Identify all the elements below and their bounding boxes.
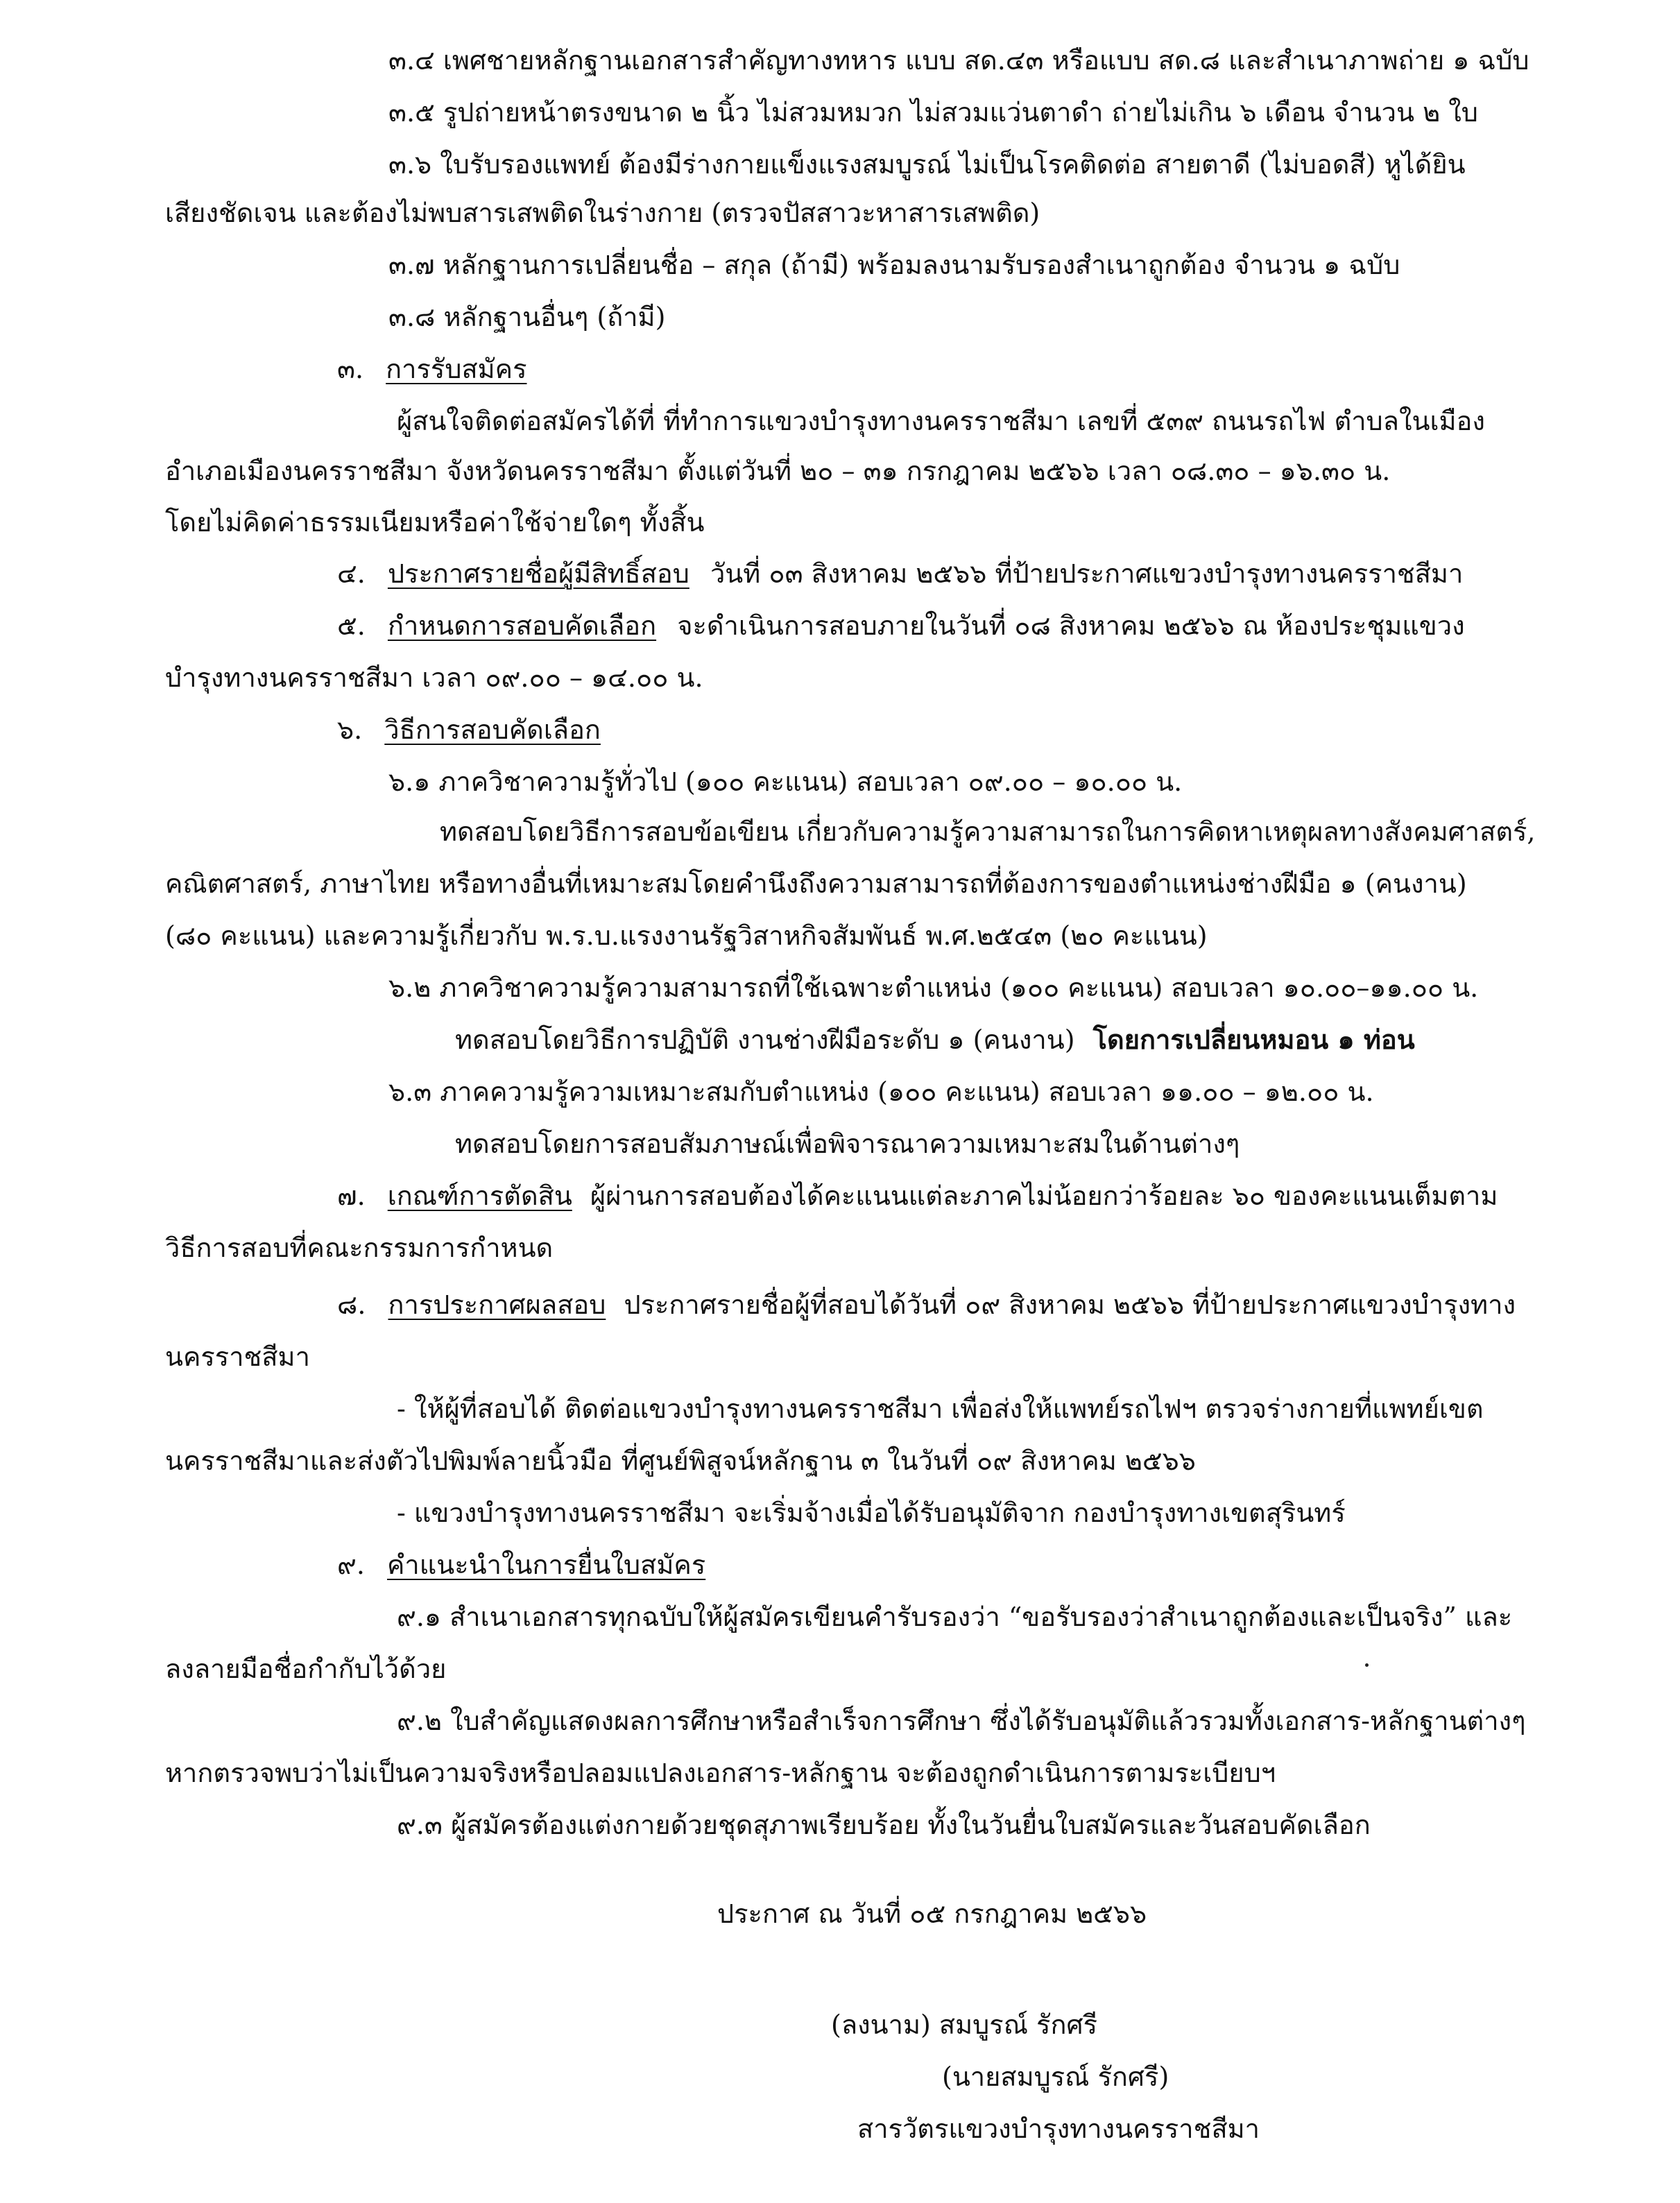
section-8-note-2 bbox=[397, 1500, 1346, 1526]
section-8-cont-text: นครราชสีมา bbox=[165, 1341, 310, 1372]
item-9-2-cont-text: หากตรวจพบว่าไม่เป็นความจริงหรือปลอมแปลงเอกสาร-หลักฐาน จะต้องถูกดำเนินการตามระเบียบฯ bbox=[165, 1758, 1276, 1788]
section-body: จะดำเนินการสอบภายในวันที่ ๐๘ สิงหาคม ๒๕๖๖ ณ ห้องประชุมแขวง bbox=[677, 610, 1465, 641]
section-title: วิธีการสอบคัดเลือก bbox=[384, 714, 601, 745]
item-6-2-desc bbox=[455, 1024, 1415, 1055]
signature-line: (ลงนาม) สมบูรณ์ รักศรี bbox=[831, 2009, 1097, 2040]
item-6-2-text: ๖.๒ ภาควิชาความรู้ความสามารถที่ใช้เฉพาะตำแหน่ง (๑๐๐ คะแนน) สอบเวลา ๑๐.๐๐–๑๑.๐๐ น. bbox=[388, 972, 1479, 1003]
item-6-1-text: ๖.๑ ภาควิชาความรู้ทั่วไป (๑๐๐ คะแนน) สอบเวลา ๐๙.๐๐ – ๑๐.๐๐ น. bbox=[388, 766, 1183, 797]
section-8-note-1-cont-text: นครราชสีมาและส่งตัวไปพิมพ์ลายนิ้วมือ ที่ศูนย์พิสูจน์หลักฐาน ๓ ในวันที่ ๐๙ สิงหาคม ๒๕๖๖ bbox=[165, 1446, 1196, 1476]
application-para-3-text: โดยไม่คิดค่าธรรมเนียมหรือค่าใช้จ่ายใดๆ ทั้งสิ้น bbox=[165, 507, 705, 538]
item-9-1-cont bbox=[165, 1656, 446, 1682]
item-6-2-desc-text: ทดสอบโดยวิธีการปฏิบัติ งานช่างฝีมือระดับ ๑ (คนงาน) bbox=[455, 1025, 1075, 1055]
application-para-2 bbox=[165, 458, 1390, 484]
section-6-heading bbox=[337, 714, 601, 745]
item-6-1-desc-3 bbox=[165, 920, 1208, 951]
item-9-1 bbox=[397, 1604, 1512, 1630]
section-7-cont-text: วิธีการสอบที่คณะกรรมการกำหนด bbox=[165, 1233, 554, 1263]
application-para-3 bbox=[165, 507, 705, 538]
section-title: คำแนะนำในการยื่นใบสมัคร bbox=[387, 1550, 706, 1580]
item-3-8 bbox=[388, 304, 665, 330]
section-5 bbox=[337, 612, 1465, 639]
item-6-3-desc bbox=[455, 1131, 1240, 1157]
section-8-note-1-text: - ให้ผู้ที่สอบได้ ติดต่อแขวงบำรุงทางนครราชสีมา เพื่อส่งให้แพทย์รถไฟฯ ตรวจร่างกายที่แพทย์เขต bbox=[397, 1394, 1484, 1424]
section-8 bbox=[337, 1289, 1516, 1320]
application-para-1 bbox=[397, 408, 1485, 434]
section-7 bbox=[337, 1183, 1498, 1209]
section-title: เกณฑ์การตัดสิน bbox=[387, 1181, 572, 1211]
item-6-1-desc-3-text: (๘๐ คะแนน) และความรู้เกี่ยวกับ พ.ร.บ.แรงงานรัฐวิสาหกิจสัมพันธ์ พ.ศ.๒๕๔๓ (๒๐ คะแนน) bbox=[165, 920, 1208, 951]
section-8-note-1-cont bbox=[165, 1448, 1196, 1474]
section-application-heading bbox=[337, 356, 527, 382]
section-title: กำหนดการสอบคัดเลือก bbox=[387, 610, 657, 641]
item-6-3-text: ๖.๓ ภาคความรู้ความเหมาะสมกับตำแหน่ง (๑๐๐ คะแนน) สอบเวลา ๑๑.๐๐ – ๑๒.๐๐ น. bbox=[388, 1077, 1374, 1107]
section-body: วันที่ ๐๓ สิงหาคม ๒๕๖๖ ที่ป้ายประกาศแขวงบำรุงทางนครราชสีมา bbox=[710, 558, 1464, 589]
item-3-5 bbox=[388, 99, 1478, 126]
section-body: ประกาศรายชื่อผู้ที่สอบได้วันที่ ๐๙ สิงหาคม ๒๕๖๖ ที่ป้ายประกาศแขวงบำรุงทาง bbox=[624, 1289, 1516, 1320]
item-3-6-text: ๓.๖ ใบรับรองแพทย์ ต้องมีร่างกายแข็งแรงสมบูรณ์ ไม่เป็นโรคติดต่อ สายตาดี (ไม่บอดสี) หูได้ยิน bbox=[388, 149, 1466, 180]
section-title: การรับสมัคร bbox=[386, 354, 527, 384]
item-6-2-desc-bold: โดยการเปลี่ยนหมอน ๑ ท่อน bbox=[1092, 1024, 1415, 1055]
section-8-note-2-text: - แขวงบำรุงทางนครราชสีมา จะเริ่มจ้างเมื่อได้รับอนุมัติจาก กองบำรุงทางเขตสุรินทร์ bbox=[397, 1498, 1346, 1528]
section-number: ๘. bbox=[337, 1289, 366, 1320]
item-6-3 bbox=[388, 1079, 1374, 1105]
section-9-heading bbox=[337, 1552, 705, 1578]
item-6-1 bbox=[388, 766, 1183, 797]
section-8-cont bbox=[165, 1341, 310, 1372]
application-para-1-text: ผู้สนใจติดต่อสมัครได้ที่ ที่ทำการแขวงบำรุงทางนครราชสีมา เลขที่ ๕๓๙ ถนนรถไฟ ตำบลในเมือง bbox=[397, 406, 1485, 436]
section-body: ผู้ผ่านการสอบต้องได้คะแนนแต่ละภาคไม่น้อยกว่าร้อยละ ๖๐ ของคะแนนเต็มตาม bbox=[590, 1181, 1498, 1211]
signatory-position: สารวัตรแขวงบำรุงทางนครราชสีมา bbox=[857, 2114, 1260, 2144]
item-3-6-cont-text: เสียงชัดเจน และต้องไม่พบสารเสพติดในร่างกาย (ตรวจปัสสาวะหาสารเสพติด) bbox=[165, 198, 1040, 228]
section-7-cont bbox=[165, 1235, 553, 1261]
item-6-2 bbox=[388, 972, 1479, 1003]
item-6-3-desc-text: ทดสอบโดยการสอบสัมภาษณ์เพื่อพิจารณาความเหมาะสมในด้านต่างๆ bbox=[455, 1129, 1240, 1159]
section-number: ๔. bbox=[337, 558, 366, 589]
section-number: ๖. bbox=[337, 714, 363, 745]
section-5-cont bbox=[165, 662, 703, 693]
item-3-7-text: ๓.๗ หลักฐานการเปลี่ยนชื่อ – สกุล (ถ้ามี) พร้อมลงนามรับรองสำเนาถูกต้อง จำนวน ๑ ฉบับ bbox=[388, 250, 1400, 280]
section-number: ๗. bbox=[337, 1181, 366, 1211]
item-3-8-text: ๓.๘ หลักฐานอื่นๆ (ถ้ามี) bbox=[388, 302, 666, 332]
item-3-5-text: ๓.๕ รูปถ่ายหน้าตรงขนาด ๒ นิ้ว ไม่สวมหมวก ไม่สวมแว่นตาดำ ถ่ายไม่เกิน ๖ เดือน จำนวน ๒ ใบ bbox=[388, 97, 1478, 128]
item-9-2-cont bbox=[165, 1760, 1276, 1786]
item-3-7 bbox=[388, 252, 1400, 278]
item-9-2-text: ๙.๒ ใบสำคัญแสดงผลการศึกษาหรือสำเร็จการศึกษา ซึ่งได้รับอนุมัติแล้วรวมทั้งเอกสาร-หลักฐานต่างๆ bbox=[397, 1706, 1526, 1736]
section-title: การประกาศผลสอบ bbox=[388, 1289, 606, 1320]
item-6-1-desc-2-text: คณิตศาสตร์, ภาษาไทย หรือทางอื่นที่เหมาะสมโดยคำนึงถึงความสามารถที่ต้องการของตำแหน่งช่างฝีมือ ๑ (คนงาน) bbox=[165, 868, 1467, 899]
item-9-1-cont-text: ลงลายมือชื่อกำกับไว้ด้วย bbox=[165, 1654, 447, 1684]
item-6-1-desc-2 bbox=[165, 868, 1467, 899]
section-5-cont-text: บำรุงทางนครราชสีมา เวลา ๐๙.๐๐ – ๑๔.๐๐ น. bbox=[165, 662, 703, 693]
item-9-2 bbox=[397, 1708, 1526, 1734]
section-number: ๕. bbox=[337, 610, 366, 641]
signatory-name: (นายสมบูรณ์ รักศรี) bbox=[942, 2061, 1169, 2092]
application-para-2-text: อำเภอเมืองนครราชสีมา จังหวัดนครราชสีมา ตั้งแต่วันที่ ๒๐ – ๓๑ กรกฎาคม ๒๕๖๖ เวลา ๐๘.๓๐ – ๑๖.๓๐ น. bbox=[165, 456, 1391, 486]
section-number: ๓. bbox=[337, 354, 364, 384]
item-3-4 bbox=[388, 47, 1529, 74]
item-9-3 bbox=[397, 1812, 1371, 1838]
section-title: ประกาศรายชื่อผู้มีสิทธิ์สอบ bbox=[387, 558, 689, 589]
section-8-note-1 bbox=[397, 1396, 1484, 1422]
announcement-date: ประกาศ ณ วันที่ ๐๕ กรกฎาคม ๒๕๖๖ bbox=[717, 1898, 1147, 1929]
item-9-1-text: ๙.๑ สำเนาเอกสารทุกฉบับให้ผู้สมัครเขียนคำรับรองว่า “ขอรับรองว่าสำเนาถูกต้องและเป็นจริง” และ bbox=[397, 1602, 1513, 1632]
item-3-6 bbox=[388, 151, 1466, 178]
item-3-4-text: ๓.๔ เพศชายหลักฐานเอกสารสำคัญทางทหาร แบบ สด.๔๓ หรือแบบ สด.๘ และสำเนาภาพถ่าย ๑ ฉบับ bbox=[388, 45, 1529, 76]
item-3-6-cont bbox=[165, 200, 1040, 226]
section-number: ๙. bbox=[337, 1550, 365, 1580]
scan-speck bbox=[1365, 1663, 1369, 1667]
item-9-3-text: ๙.๓ ผู้สมัครต้องแต่งกายด้วยชุดสุภาพเรียบร้อย ทั้งในวันยื่นใบสมัครและวันสอบคัดเลือก bbox=[397, 1810, 1371, 1840]
item-6-1-desc bbox=[440, 818, 1536, 845]
section-4 bbox=[337, 560, 1463, 587]
item-6-1-desc-text: ทดสอบโดยวิธีการสอบข้อเขียน เกี่ยวกับความรู้ความสามารถในการคิดหาเหตุผลทางสังคมศาสตร์, bbox=[440, 816, 1536, 847]
